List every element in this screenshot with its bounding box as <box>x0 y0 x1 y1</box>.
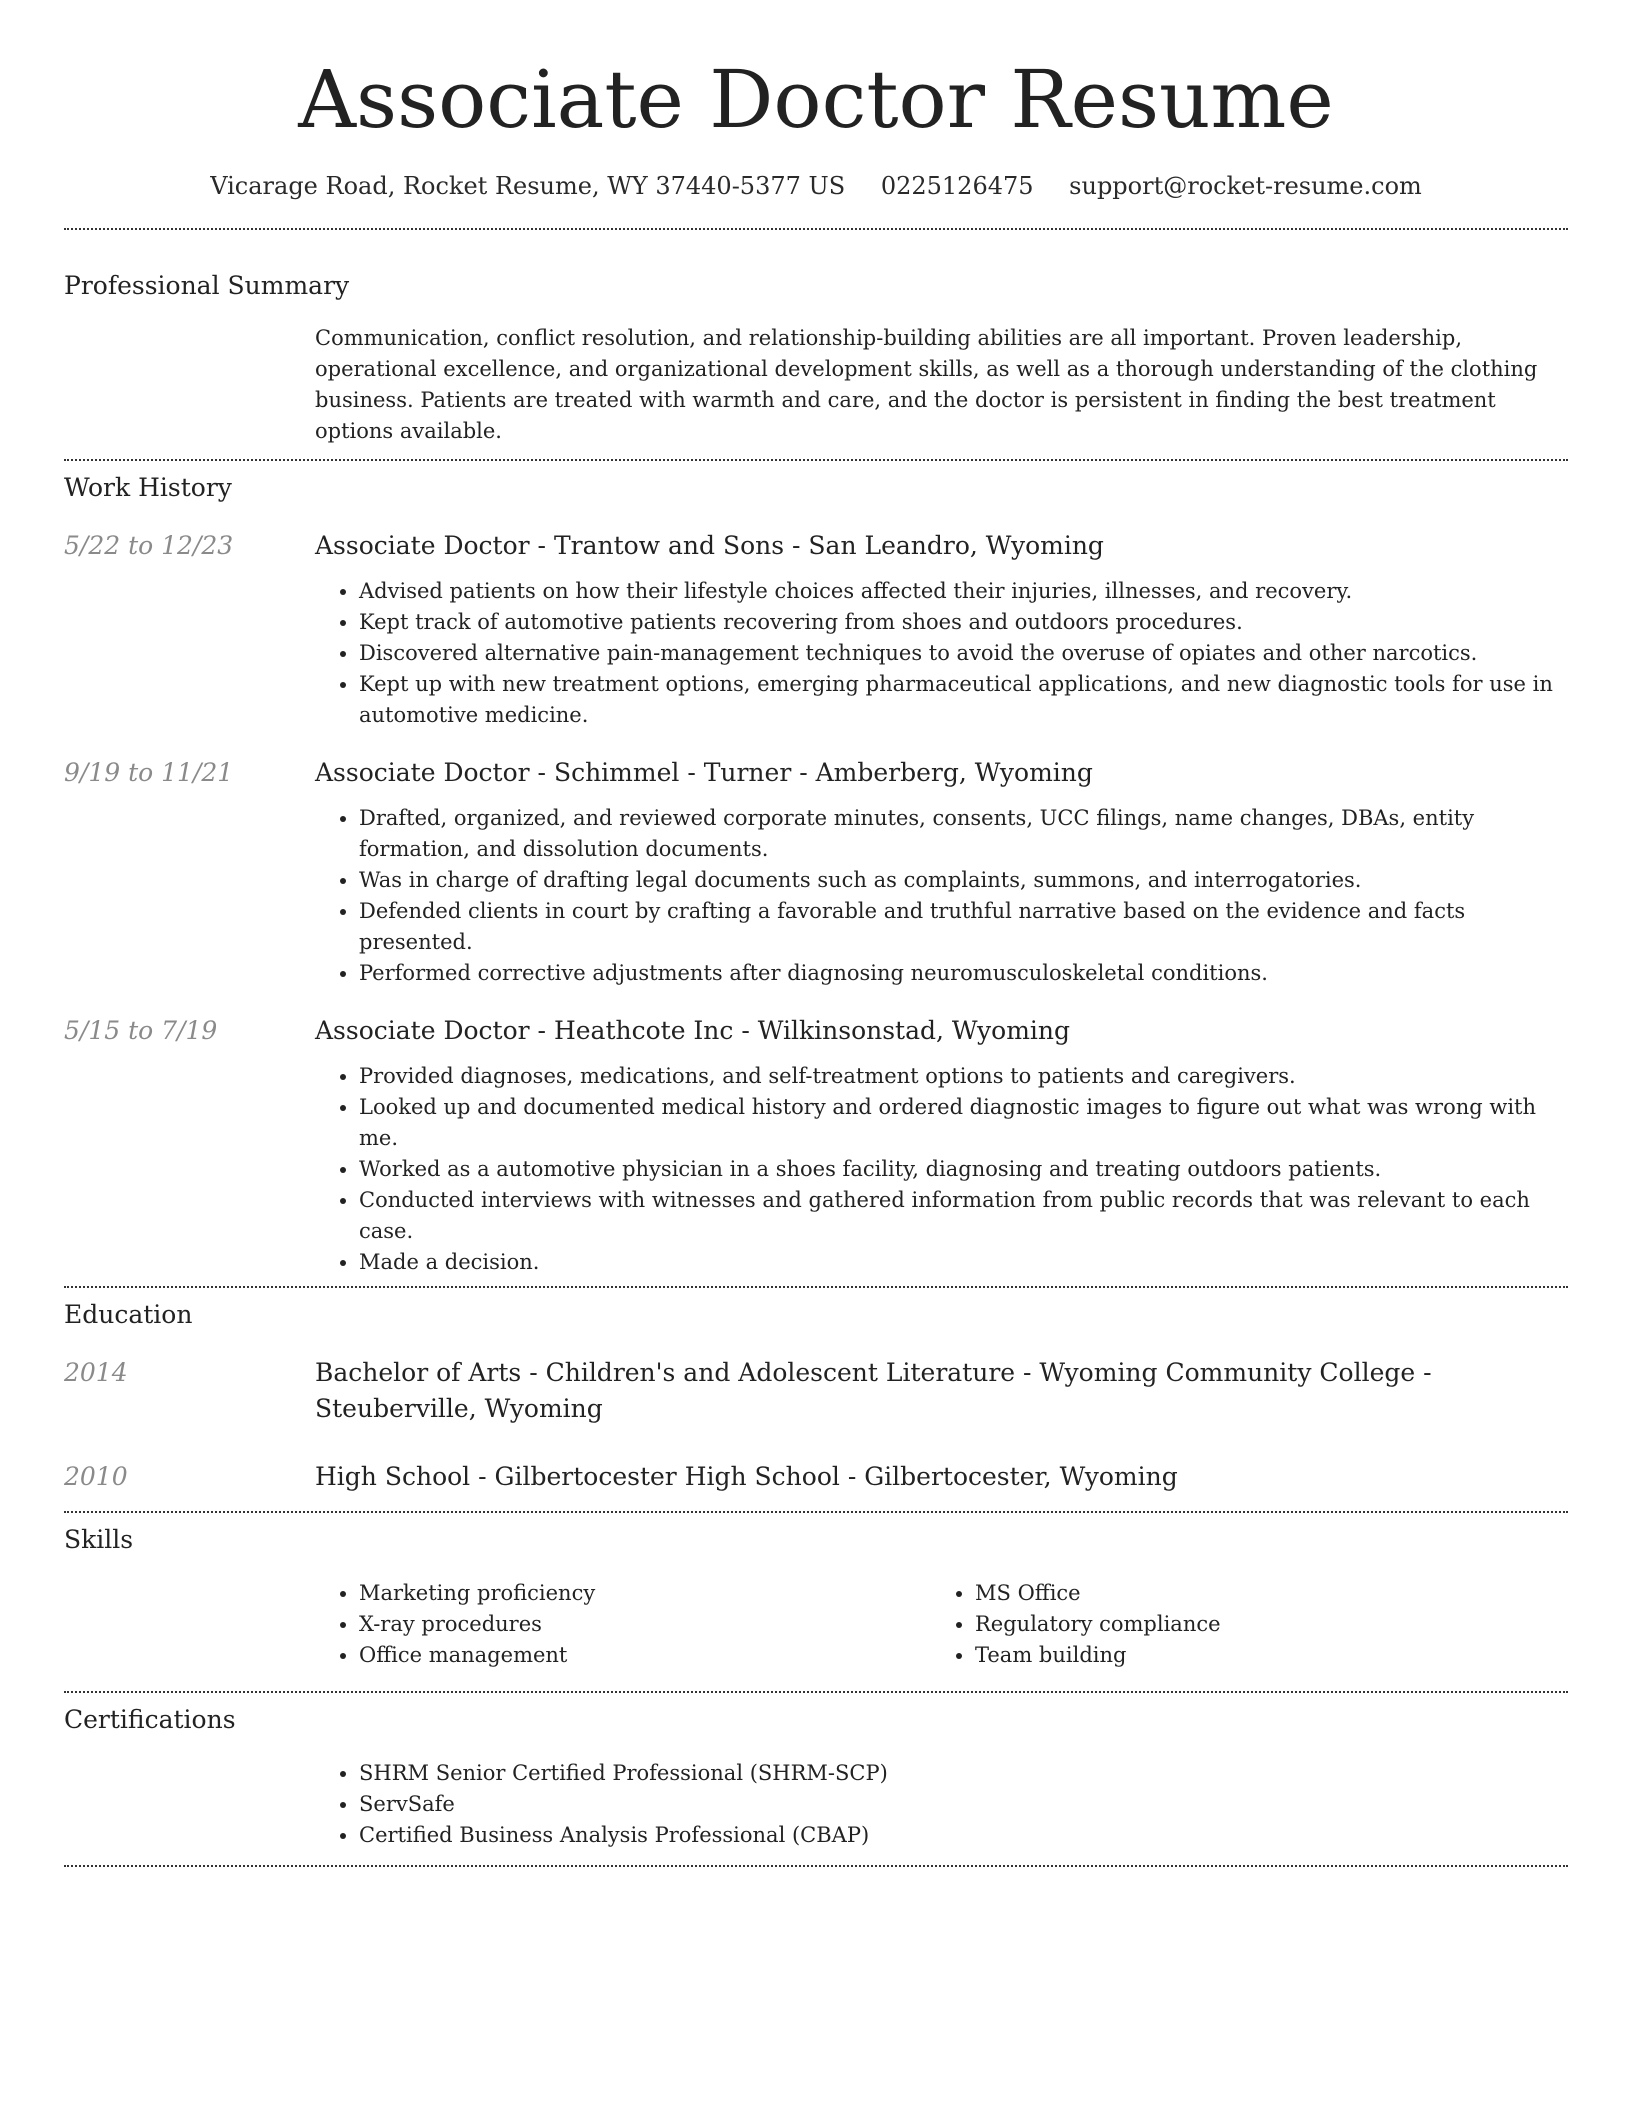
skill-item: • MS Office <box>975 1578 1431 1609</box>
job-dates: 5/15 to 7/19 <box>64 1016 218 1045</box>
skill-item: • Regulatory compliance <box>975 1609 1431 1640</box>
job-title: Associate Doctor - Schimmel - Turner - Amberberg, Wyoming <box>315 758 1093 787</box>
job-bullet: • Performed corrective adjustments after diagnosing neuromusculoskeletal conditions. <box>359 958 1568 989</box>
skills-list <box>931 1578 1431 1671</box>
education-title: High School - Gilbertocester High School - Gilbertocester, Wyoming <box>315 1462 1178 1491</box>
job-bullet: • Conducted interviews with witnesses and gathered information from public records that was relevant to each case. <box>359 1185 1568 1247</box>
job-bullet: • Kept track of automotive patients recovering from shoes and outdoors procedures. <box>359 607 1568 638</box>
contact-address: Vicarage Road, Rocket Resume, WY 37440-5377 US <box>210 172 846 200</box>
contact-line <box>64 170 1568 202</box>
education-year: 2014 <box>64 1358 128 1387</box>
certifications-list <box>315 1758 1568 1851</box>
skill-item: • Office management <box>359 1640 931 1671</box>
education-year: 2010 <box>64 1462 128 1491</box>
skills-heading: Skills <box>64 1525 134 1554</box>
certifications-divider <box>64 1865 1568 1867</box>
job-bullet: • Drafted, organized, and reviewed corporate minutes, consents, UCC filings, name changes, DBAs, entity formation, and dissolution documents. <box>359 803 1568 865</box>
job-entry <box>64 528 1568 731</box>
certifications-heading: Certifications <box>64 1705 236 1734</box>
skills-list <box>315 1578 931 1671</box>
job-bullet: • Kept up with new treatment options, emerging pharmaceutical applications, and new diagnostic tools for use in automotive medicine. <box>359 669 1568 731</box>
education-section <box>64 1288 1568 1495</box>
job-title: Associate Doctor - Heathcote Inc - Wilkinsonstad, Wyoming <box>315 1016 1071 1045</box>
work-history-heading: Work History <box>64 473 232 502</box>
education-entry <box>64 1459 1568 1495</box>
job-dates: 9/19 to 11/21 <box>64 758 234 787</box>
summary-heading: Professional Summary <box>64 271 350 300</box>
job-bullet: • Defended clients in court by crafting a favorable and truthful narrative based on the evidence and facts presented. <box>359 896 1568 958</box>
skill-item: • X-ray procedures <box>359 1609 931 1640</box>
job-bullet: • Was in charge of drafting legal documents such as complaints, summons, and interrogatories. <box>359 865 1568 896</box>
job-bullet: • Advised patients on how their lifestyle choices affected their injuries, illnesses, and recovery. <box>359 576 1568 607</box>
job-bullet: • Made a decision. <box>359 1247 1568 1278</box>
education-title: Bachelor of Arts - Children's and Adolescent Literature - Wyoming Community College - Steuberville, Wyoming <box>315 1358 1432 1423</box>
resume-title: Associate Doctor Resume <box>298 53 1334 146</box>
summary-section <box>64 230 1568 447</box>
certification-item: • SHRM Senior Certified Professional (SHRM-SCP) <box>359 1758 1568 1789</box>
certifications-section <box>64 1693 1568 1851</box>
job-bullet: • Provided diagnoses, medications, and self-treatment options to patients and caregivers. <box>359 1061 1568 1092</box>
job-title: Associate Doctor - Trantow and Sons - San Leandro, Wyoming <box>315 531 1104 560</box>
contact-email: support@rocket-resume.com <box>1069 172 1422 200</box>
summary-text: Communication, conflict resolution, and relationship-building abilities are all important. Proven leadership, operational excellence, and organizational development skills, as well as a thorough understanding of the clothing business. Patients are treated with warmth and care, and the doctor is persistent in finding the best treatment options available. <box>315 326 1538 443</box>
education-heading: Education <box>64 1300 193 1329</box>
job-bullets <box>315 576 1568 731</box>
education-entry <box>64 1355 1568 1427</box>
skill-item: • Team building <box>975 1640 1431 1671</box>
skills-section <box>64 1513 1568 1671</box>
certification-item: • Certified Business Analysis Professional (CBAP) <box>359 1820 1568 1851</box>
certification-item: • ServSafe <box>359 1789 1568 1820</box>
work-history-section <box>64 461 1568 1278</box>
job-bullet: • Worked as a automotive physician in a shoes facility, diagnosing and treating outdoors patients. <box>359 1154 1568 1185</box>
contact-phone: 0225126475 <box>880 172 1034 200</box>
job-entry <box>64 755 1568 989</box>
skill-item: • Marketing proficiency <box>359 1578 931 1609</box>
job-bullet: • Discovered alternative pain-management techniques to avoid the overuse of opiates and other narcotics. <box>359 638 1568 669</box>
job-entry <box>64 1013 1568 1278</box>
job-bullets <box>315 1061 1568 1278</box>
job-bullet: • Looked up and documented medical history and ordered diagnostic images to figure out what was wrong with me. <box>359 1092 1568 1154</box>
job-bullets <box>315 803 1568 989</box>
job-dates: 5/22 to 12/23 <box>64 531 234 560</box>
